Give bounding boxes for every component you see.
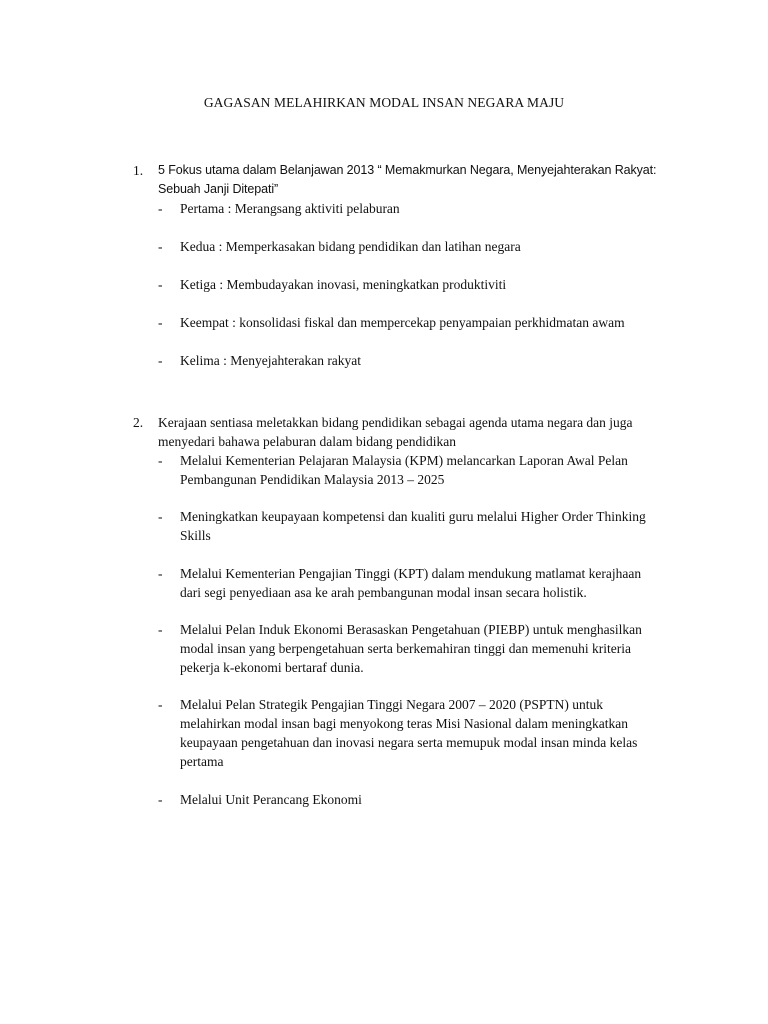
list-item (158, 507, 658, 545)
bullet-marker: - (158, 277, 163, 292)
bullet-marker: - (158, 697, 163, 712)
bullet-marker: - (158, 453, 163, 468)
bullet-marker: - (158, 201, 163, 216)
list-item (158, 313, 658, 332)
list-item (158, 790, 658, 809)
section-2 (133, 413, 673, 451)
bullet-text: Melalui Unit Perancang Ekonomi (180, 792, 362, 807)
bullet-text: Meningkatkan keupayaan kompetensi dan kualiti guru melalui Higher Order Thinking Skills (180, 509, 646, 543)
list-item (158, 237, 658, 256)
bullet-text: Melalui Pelan Strategik Pengajian Tinggi Negara 2007 – 2020 (PSPTN) untuk melahirkan modal insan bagi menyokong teras Misi Nasional dalam meningkatkan keupayaan pengetahuan dan inovasi negara serta memupuk modal insan minda kelas pertama (180, 697, 638, 769)
bullet-marker: - (158, 239, 163, 254)
bullet-text: Kedua : Memperkasakan bidang pendidikan dan latihan negara (180, 239, 521, 254)
list-item (158, 351, 658, 370)
list-item (158, 199, 658, 218)
section-number: 1. (133, 163, 144, 178)
bullet-text: Melalui Pelan Induk Ekonomi Berasaskan Pengetahuan (PIEBP) untuk menghasilkan modal insan yang berpengetahuan serta berkemahiran tinggi dan memenuhi kriteria pekerja k-ekonomi bertaraf dunia. (180, 622, 642, 675)
bullet-marker: - (158, 353, 163, 368)
bullet-marker: - (158, 566, 163, 581)
bullet-marker: - (158, 315, 163, 330)
section-1 (133, 161, 673, 199)
list-item (158, 620, 658, 677)
section-heading: Kerajaan sentiasa meletakkan bidang pendidikan sebagai agenda utama negara dan juga menyedari bahawa pelaburan dalam bidang pendidikan (158, 415, 633, 449)
bullet-text: Melalui Kementerian Pengajian Tinggi (KPT) dalam mendukung matlamat kerajhaan dari segi penyediaan asa ke arah pembangunan modal insan secara holistik. (180, 566, 642, 600)
bullet-text: Pertama : Merangsang aktiviti pelaburan (180, 201, 400, 216)
section-number: 2. (133, 415, 144, 430)
bullet-text: Keempat : konsolidasi fiskal dan mempercekap penyampaian perkhidmatan awam (180, 315, 625, 330)
list-item (158, 275, 658, 294)
list-item (158, 451, 658, 489)
bullet-marker: - (158, 509, 163, 524)
bullet-marker: - (158, 792, 163, 807)
bullet-marker: - (158, 622, 163, 637)
document-title: GAGASAN MELAHIRKAN MODAL INSAN NEGARA MAJU (203, 95, 565, 110)
bullet-text: Melalui Kementerian Pelajaran Malaysia (KPM) melancarkan Laporan Awal Pelan Pembangunan Pendidikan Malaysia 2013 – 2025 (180, 453, 628, 487)
bullet-text: Kelima : Menyejahterakan rakyat (180, 353, 362, 368)
section-heading: 5 Fokus utama dalam Belanjawan 2013 “ Memakmurkan Negara, Menyejahterakan Rakyat: Sebuah Janji Ditepati” (158, 163, 657, 196)
list-item (158, 695, 658, 771)
bullet-text: Ketiga : Membudayakan inovasi, meningkatkan produktiviti (180, 277, 507, 292)
list-item (158, 564, 658, 602)
